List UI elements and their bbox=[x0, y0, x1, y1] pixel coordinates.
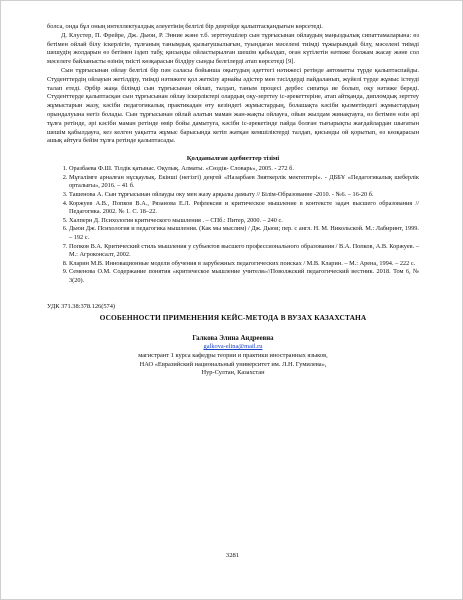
reference-item: 4. Коржуев А.В., Попков В.А., Рязанова Е.Л. Рефлексия и критическое мышление в контексте задач высшего образования // Педагогика. 2002. № 1. С. 18–22. bbox=[69, 200, 419, 217]
references-heading: Қолданылған әдебиеттер тізімі bbox=[186, 155, 280, 163]
page-content bbox=[47, 23, 419, 378]
reference-item: 3. Ташенова А. Сын тұрғысынан ойлауды оку мен жазу арқылы дамыту // Білім-Образование -2010. - №6. – 16-20 б. bbox=[69, 191, 419, 200]
body-paragraph-2: Д. Клустер, П. Фрейре, Дж. Дьюи, Р. Энние және т.б. зерттеушілер сын тұрғысынан ойлаудың маңыздылық сипаттамаларына: өз бетімен ойлай білу іскерлігін, тұлғаның танымдық қызығушылығын, туындаған мәселені тиімді тұжырымдай білу, мәселені тиімді шешудің жолдарын өз бетімен іздеп табу, қисынды ойластырылған шешім қабылдап, оған күтілетін нәтиже болжам жасау және сол мәселеге байланысты өзінің тиісті көзқарасын білдіру сынды белгілерді атап көрсетеді [9]. bbox=[47, 31, 419, 66]
affiliation-line: НАО «Евразийский национальный университет им. Л.Н. Гумилева», bbox=[139, 360, 327, 368]
body-paragraph-3: Сын тұрғысынан ойлау белгілі бір пән саласы бойынша оқытудың әдеттегі нәтижесі ретінде автоматты түрде қалыптаспайды. Студенттердің ойлауын жетілдіру, тиімді нәтижеге қол жеткізу арнайы әдістер мен тәсілдерді пайдаланып, жүйелі түрде жұмыс істеуді талап етеді. Әрбір жаңа білімді сын тұрғысынан ойлап, талдап, таным процесі дербес сипатқа ие болып, оқу нәтиже береді. Студенттерде қалыптасқан сын тұрғысынан ойлау іскерліктері олардың оқу-зерттеу іс-әрекеттеріне, атап айтқанда, дипломдық зерттеу жұмыстарын жазу, кәсіби педагогикалық практикадан өту кезіндегі жұмыстардың, болашақта кәсіби қызметіндегі жұмыстардың орындалуына негіз болады. Сын тұрғысынан ойлай алатын маман жан-жақты ойлауға, ойын жылдам жинақтауға, өз бетімен өзін әрі тұлға ретінде, әрі кәсіби маман ретінде өмір бойы дамытуға, кәсіби іс-әрекетінде пайда болған тығырықты жағдайлардан шығатын шешім қабылдауға, кез келген уақытта жұмыс барысында кетіп жатқан кемшіліктерді талдап, қисынды ой қорытып, өз көзқарасын ашық айтуға бейім тұлға ретінде қалыптасады. bbox=[47, 66, 419, 145]
reference-item: 6. Дьюи Дж. Психология и педагогика мышления. (Как мы мыслим) / Дж. Дьюи; пер. с англ. Н. М. Никольской. М.: Лабиринт, 1999. – 192 с. bbox=[69, 225, 419, 242]
reference-item: 8. Кларин М.В. Инновационные модели обучения в зарубежных педагогических поисках / М.В. Кларин. – М.: Арена, 1994. – 222 с. bbox=[69, 260, 419, 269]
author-name: Галкова Элина Андреевна bbox=[192, 335, 274, 343]
body-paragraph-1: болса, онда бұл оның интеллектуалдық әлеуетінің белгілі бір деңгейде қалыптасқандығын көрсетеді. bbox=[47, 23, 323, 30]
page-number: 3281 bbox=[225, 552, 240, 559]
reference-item: 2. Мұғалімге арналған нұсқаулық. Екінші (негізгі) деңгей «Назарбаев Зияткерлік мектептері». - ДББҰ «Педагогикалық шеберлік орталығы», 2016. – 41 б. bbox=[69, 174, 419, 191]
affiliation-line: магистрант 1 курса кафедры теории и практики иностранных языков, bbox=[138, 351, 328, 359]
references-list bbox=[47, 165, 419, 285]
reference-item: 1. Оразбаева Ф.Ш. Тілдік қатынас. Оқулық. Алматы. «Сөздік- Словарь», 2005. - 272 б. bbox=[69, 165, 419, 174]
reference-item: 9. Семенова О.М. Содержание понятия «критическое мышление учителя»//Поволжский педагогический вестник. 2018. Том 6, № 3(20). bbox=[69, 268, 419, 285]
affiliation-line: Нур-Султан, Казахстан bbox=[201, 369, 265, 377]
udc-code: УДК 371.38:378.126(574) bbox=[47, 303, 116, 311]
author-email-link[interactable]: galkova-elina@mail.ru bbox=[203, 343, 263, 351]
reference-item: 7. Попков В.А. Критический стиль мышления у субъектов высшего профессионального образования / В.А. Попков, А.В. Коржуев. –М.: Агроконсалт, 2002. bbox=[69, 243, 419, 260]
article-title: ОСОБЕННОСТИ ПРИМЕНЕНИЯ КЕЙС-МЕТОДА В ВУЗАХ КАЗАХСТАНА bbox=[99, 313, 367, 323]
reference-item: 5. Халперн Д. Психология критического мышления . – СПб.: Питер, 2000. – 240 с. bbox=[69, 217, 419, 226]
